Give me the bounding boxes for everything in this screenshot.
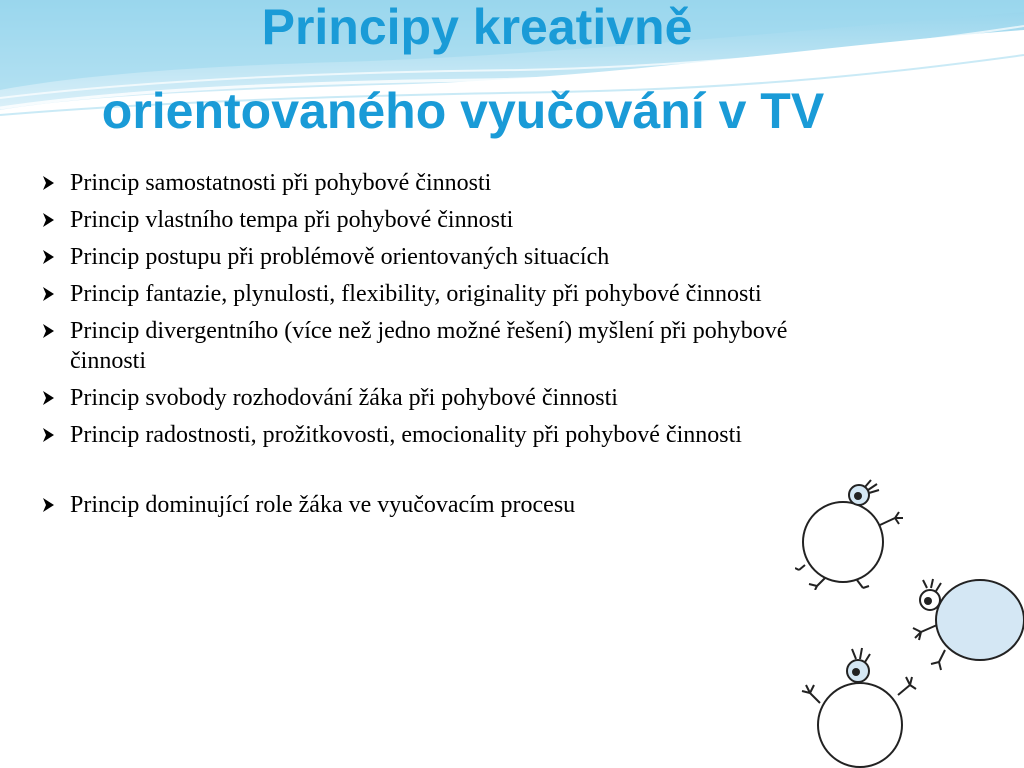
bullet-item [40,420,840,450]
arrow-bullet-icon [40,316,64,346]
title-line-2: orientovaného vyučování v TV [101,83,825,139]
bullet-item [40,168,840,198]
arrow-bullet-icon [40,490,64,520]
arrow-bullet-icon [40,383,64,413]
bullet-text: Princip svobody rozhodování žáka při pohybové činnosti [70,385,618,411]
bullet-text: Princip dominující role žáka ve vyučovacím procesu [70,492,576,518]
bullet-text: Princip vlastního tempa při pohybové činnosti [70,207,514,233]
bullet-item [40,383,840,413]
bullet-text: Princip postupu při problémově orientovaných situacích [70,244,610,270]
bullet-text: Princip samostatnosti při pohybové činnosti [70,170,492,196]
stick-figure-creature-icon [795,470,915,590]
bullet-item [40,490,840,520]
title-line-1: Principy kreativně [261,0,693,55]
bullet-text: Princip divergentního (více než jedno možné řešení) myšlení při pohybové činnosti [70,318,788,374]
bullet-item [40,279,840,309]
bullet-item [40,205,840,235]
arrow-bullet-icon [40,168,64,198]
bullet-text: Princip fantazie, plynulosti, flexibility, originality při pohybové činnosti [70,281,762,307]
arrow-bullet-icon [40,279,64,309]
bullet-list [40,168,840,527]
stick-figure-creature-icon [798,645,923,768]
bullet-item [40,316,840,376]
bullet-item [40,242,840,272]
arrow-bullet-icon [40,242,64,272]
arrow-bullet-icon [40,205,64,235]
arrow-bullet-icon [40,420,64,450]
bullet-text: Princip radostnosti, prožitkovosti, emocionality při pohybové činnosti [70,422,742,448]
